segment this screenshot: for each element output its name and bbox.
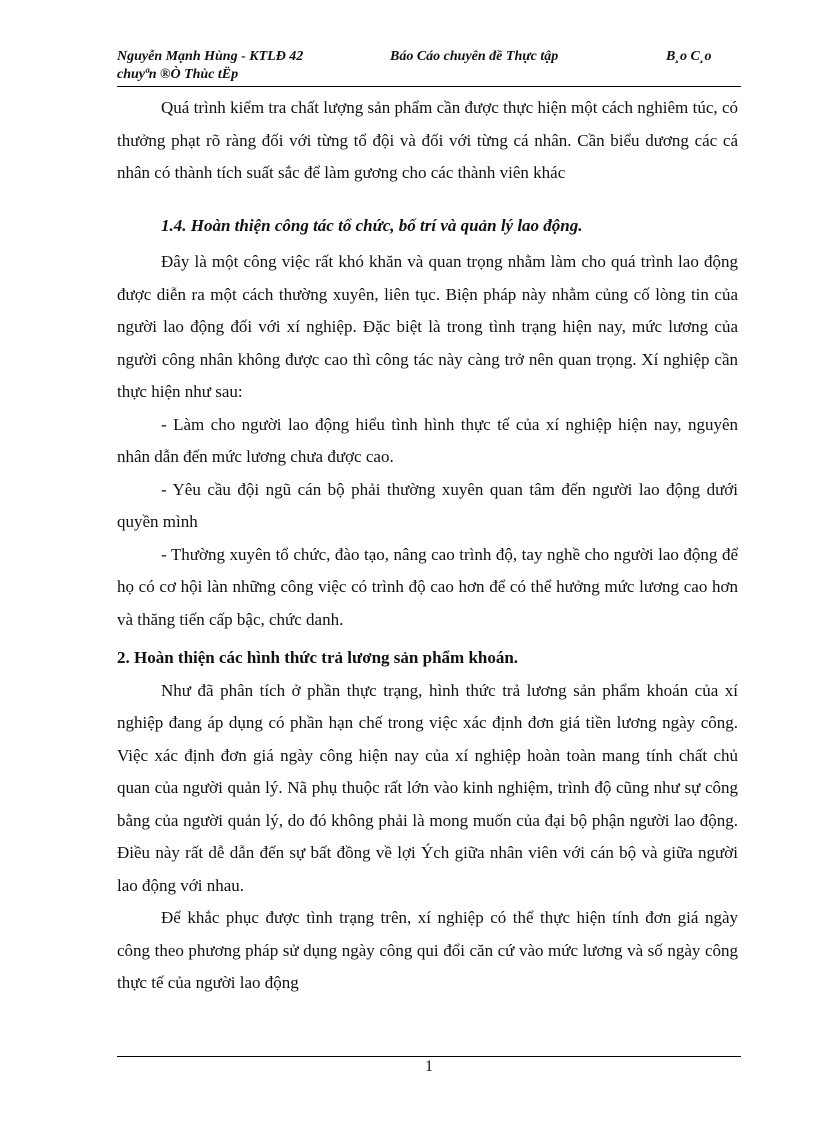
paragraph-quality-inspection: Quá trình kiểm tra chất lượng sản phẩm cần được thực hiện một cách nghiêm túc, có thưởng phạt rõ ràng đối với từng tổ đội và đối với từng cá nhân. Cần biểu dương các cá nhân có thành tích suất sắc để làm gương cho các thành viên khác — [117, 98, 738, 182]
footer-divider — [117, 1056, 741, 1057]
page-body — [117, 92, 738, 1000]
heading-section-1-4: 1.4. Hoàn thiện công tác tổ chức, bố trí và quản lý lao động. — [161, 215, 583, 235]
header-line-2: chuyªn ®Ò Thùc tËp — [117, 67, 239, 82]
heading-section-2: 2. Hoàn thiện các hình thức trả lương sản phẩm khoán. — [117, 648, 519, 667]
header-author: Nguyễn Mạnh Hùng - KTLĐ 42 — [117, 49, 304, 64]
list-item-inform-workers: - Làm cho người lao động hiểu tình hình thực tế của xí nghiệp hiện nay, nguyên nhân dẫn đến mức lương chưa được cao. — [117, 414, 738, 466]
page-number: 1 — [425, 1058, 433, 1075]
header-report-title: Báo Cáo chuyên đề Thực tập — [390, 49, 559, 64]
list-item-training: - Thường xuyên tổ chức, đào tạo, nâng cao trình độ, tay nghề cho người lao động để họ có cơ hội làn những công việc có trình độ cao hơn để có thể hưởng mức lương cao hơn và thăng tiến cấp bậc, chức danh. — [117, 544, 738, 629]
header-right-text: B¸o C¸o — [666, 49, 712, 64]
header-divider — [117, 86, 741, 87]
paragraph-solution: Để khắc phục được tình trạng trên, xí nghiệp có thể thực hiện tính đơn giá ngày công theo phương pháp sử dụng ngày công qui đổi căn cứ vào mức lương và số ngày công thực tế của người lao động — [117, 908, 738, 992]
list-item-staff-care: - Yêu cầu đội ngũ cán bộ phải thường xuyên quan tâm đến người lao động dưới quyền mình — [117, 479, 738, 531]
paragraph-piece-rate-analysis: Như đã phân tích ở phần thực trạng, hình thức trả lương sản phẩm khoán của xí nghiệp đang áp dụng có phần hạn chế trong việc xác định đơn giá tiền lương ngày công. Việc xác định đơn giá ngày công hiện nay của xí nghiệp hoàn toàn mang tính chất chủ quan của người quản lý. Nã phụ thuộc rất lớn vào kinh nghiệm, trình độ cũng như sự công bằng của người quản lý, do đó không phải là mong muốn của đại bộ phận người lao động. Điều này rất dễ dẫn đến sự bất đồng về lợi Ých giữa nhân viên với cán bộ và giữa người lao động với nhau. — [117, 680, 738, 895]
paragraph-labor-organization: Đây là một công việc rất khó khăn và quan trọng nhằm làm cho quá trình lao động được diễn ra một cách thường xuyên, liên tục. Biện pháp này nhằm củng cố lòng tin của người lao động đối với xí nghiệp. Đặc biệt là trong tình trạng hiện nay, mức lương của người công nhân không được cao thì công tác này càng trở nên quan trọng. Xí nghiệp cần thực hiện như sau: — [117, 252, 738, 401]
page-header — [117, 48, 741, 86]
